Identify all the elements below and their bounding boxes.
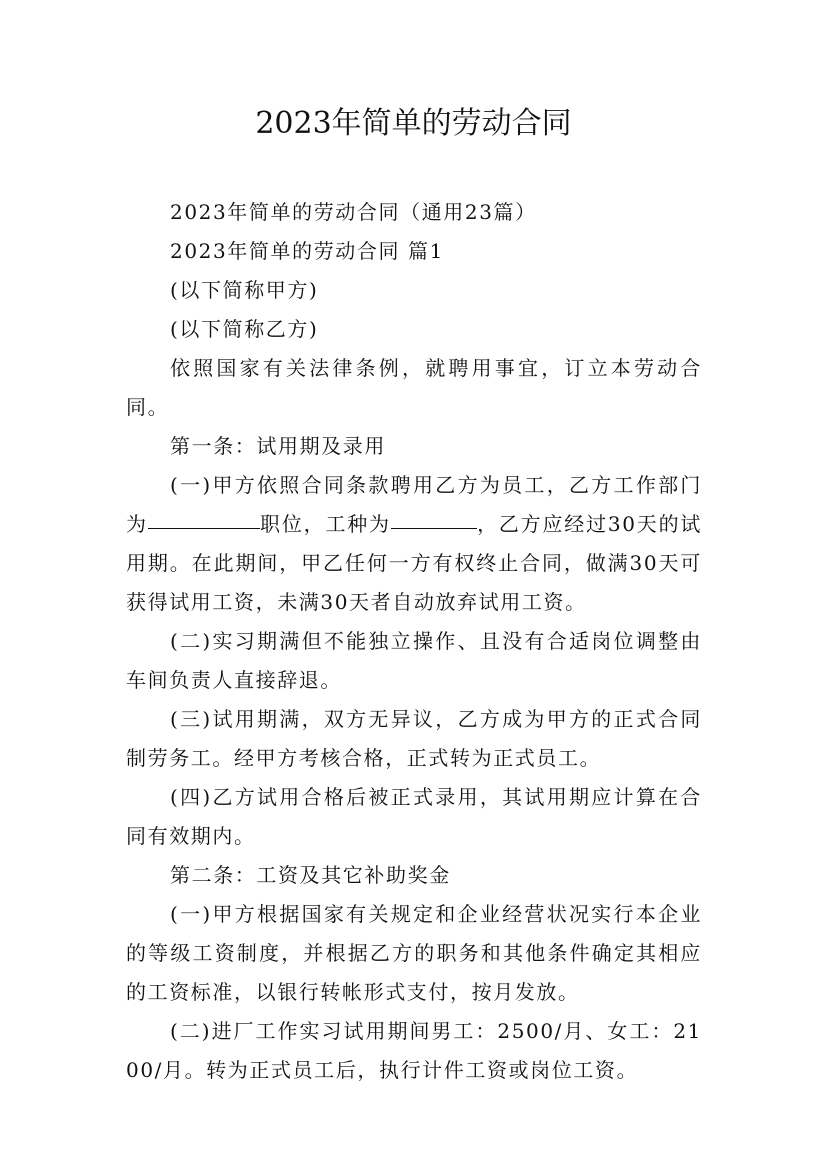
document-title: 2023年简单的劳动合同 <box>255 106 572 141</box>
paragraph-section-heading: 2023年简单的劳动合同 篇1 <box>170 239 444 263</box>
department-blank <box>148 504 260 529</box>
clause-1-1 <box>126 466 702 622</box>
document-body <box>126 193 702 1090</box>
clause-1-1-part-a: (一)甲方依照合同条款聘用乙方为员工，乙方工作部门为 <box>126 473 702 536</box>
paragraph-preamble: 依照国家有关法律条例，就聘用事宜，订立本劳动合同。 <box>126 356 702 419</box>
clause-2-1: (一)甲方根据国家有关规定和企业经营状况实行本企业的等级工资制度，并根据乙方的职务和其他条件确定其相应的工资标准，以银行转帐形式支付，按月发放。 <box>126 902 702 1004</box>
article-2-heading: 第二条：工资及其它补助奖金 <box>170 863 451 887</box>
clause-1-3: (三)试用期满，双方无异议，乙方成为甲方的正式合同制劳务工。经甲方考核合格，正式转为正式员工。 <box>126 707 702 770</box>
clause-1-4: (四)乙方试用合格后被正式录用，其试用期应计算在合同有效期内。 <box>126 785 702 848</box>
clause-1-1-part-b: 职位，工种为 <box>259 512 391 536</box>
clause-1-2: (二)实习期满但不能独立操作、且没有合适岗位调整由车间负责人直接辞退。 <box>126 629 702 692</box>
paragraph-party-a: (以下简称甲方) <box>170 278 319 302</box>
paragraph-party-b: (以下简称乙方) <box>170 317 319 341</box>
clause-1-1-part-c: ，乙方应经过30天的试用期。在此期间，甲乙任何一方有权终止合同，做满30天可获得试用工资，未满30天者自动放弃试用工资。 <box>126 512 702 614</box>
job-type-blank <box>391 504 477 529</box>
paragraph-subtitle: 2023年简单的劳动合同（通用23篇） <box>170 200 537 224</box>
article-1-heading: 第一条：试用期及录用 <box>170 434 386 458</box>
clause-2-2: (二)进厂工作实习试用期间男工：2500/月、女工：2100/月。转为正式员工后，执行计件工资或岗位工资。 <box>126 1019 702 1082</box>
